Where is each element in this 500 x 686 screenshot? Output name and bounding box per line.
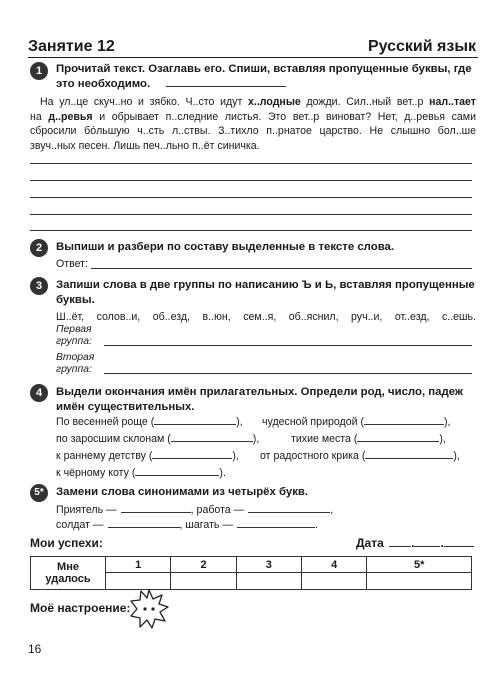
task-5-row: солдат — , шагать — . <box>56 519 318 531</box>
progress-cell[interactable] <box>236 573 301 590</box>
task-number-badge: 5* <box>30 484 48 502</box>
answer-blank[interactable] <box>357 432 439 442</box>
date-field: Дата . . <box>356 536 474 550</box>
task-2-instruction: Выпиши и разбери по составу выделенные в тексте слова. <box>56 241 395 253</box>
mood-face-icon[interactable] <box>128 588 170 630</box>
mood-label: Моё настроение: <box>30 601 131 615</box>
task-1-instruction: Прочитай текст. Озаглавь его. Спиши, вставляя пропущенные буквы, где это необходимо. <box>56 63 472 90</box>
task-4-row: к раннему детству ( ), <box>56 450 239 462</box>
progress-cell[interactable] <box>171 573 236 590</box>
answer-blank[interactable] <box>171 432 253 442</box>
task-4-row: тихие места ( ), <box>291 433 446 445</box>
progress-col-header: 4 <box>302 557 367 573</box>
task-number-badge: 2 <box>30 239 48 257</box>
answer-blank[interactable] <box>237 518 315 528</box>
task-3-words: Ш..ёт, солов..и, об..езд, в..юн, сем..я, об..яснил, руч..и, от..езд, с..ешь. <box>56 311 476 323</box>
task-5-instruction: Замени слова синонимами из четырёх букв. <box>56 486 309 498</box>
answer-label: Ответ: <box>56 258 88 270</box>
answer-blank[interactable] <box>108 518 180 528</box>
task-4-row: от радостного крика ( ), <box>260 450 460 462</box>
progress-cell[interactable] <box>302 573 367 590</box>
group-1-line[interactable] <box>104 345 472 346</box>
page-number: 16 <box>28 642 42 656</box>
answer-blank[interactable] <box>248 503 330 513</box>
task-4-row: По весенней роще ( ), <box>56 416 243 428</box>
answer-blank[interactable] <box>152 449 232 459</box>
task-4-instruction: Выдели окончания имён прилагательных. Определи род, число, падеж имён существительных. <box>56 386 463 413</box>
task-4-row: по заросшим склонам ( ), <box>56 433 260 445</box>
answer-blank[interactable] <box>364 415 444 425</box>
progress-row-label: Мне удалось <box>31 557 106 590</box>
answer-blank[interactable] <box>365 449 453 459</box>
progress-col-header: 3 <box>236 557 301 573</box>
task-4-row: к чёрному коту ( ). <box>56 467 226 479</box>
answer-line[interactable] <box>91 268 472 269</box>
task-number-badge: 4 <box>30 384 48 402</box>
task-4-row: чудесной природой ( ), <box>262 416 451 428</box>
group-2-line[interactable] <box>104 373 472 374</box>
group-2-label: Вторая группа: <box>56 352 95 375</box>
header-divider <box>28 57 478 58</box>
task-3-instruction: Запиши слова в две группы по написанию Ъ и Ь, вставляя пропущенные буквы. <box>56 279 475 306</box>
progress-cell[interactable] <box>367 573 472 590</box>
title-answer-line[interactable] <box>166 77 286 87</box>
bold-word: х..лодные <box>248 96 301 108</box>
progress-col-header: 1 <box>106 557 171 573</box>
task-number-badge: 1 <box>30 62 48 80</box>
bold-word: д..ревья <box>48 110 93 123</box>
progress-col-header: 5* <box>367 557 472 573</box>
bold-word: нал..тает <box>429 96 476 108</box>
progress-cell[interactable] <box>106 573 171 590</box>
answer-blank[interactable] <box>135 466 219 476</box>
progress-title: Мои успехи: <box>30 536 103 550</box>
progress-col-header: 2 <box>171 557 236 573</box>
task-1-text: На ул..це скуч..но и зябко. Ч..сто идут х..лодные дожди. Сил..ный вет..р нал..тает на д..ревья и обрывает п..следние листья. Это вет..р виноват? Нет, д..ревья сами сбросили бо́льшую ч..сть л..ствы. З..тихло п..рнатое царство. Не слышно бол..ше звуч..ных песен. Лишь печ..льно п..ёт синичка. <box>30 96 476 152</box>
group-1-label: Первая группа: <box>56 324 92 347</box>
answer-blank[interactable] <box>154 415 236 425</box>
progress-table <box>30 556 472 590</box>
task-number-badge: 3 <box>30 277 48 295</box>
lesson-title: Занятие 12 <box>28 38 115 55</box>
task-5-row: Приятель — , работа — , <box>56 504 334 516</box>
subject-title: Русский язык <box>367 38 476 55</box>
answer-blank[interactable] <box>121 503 191 513</box>
